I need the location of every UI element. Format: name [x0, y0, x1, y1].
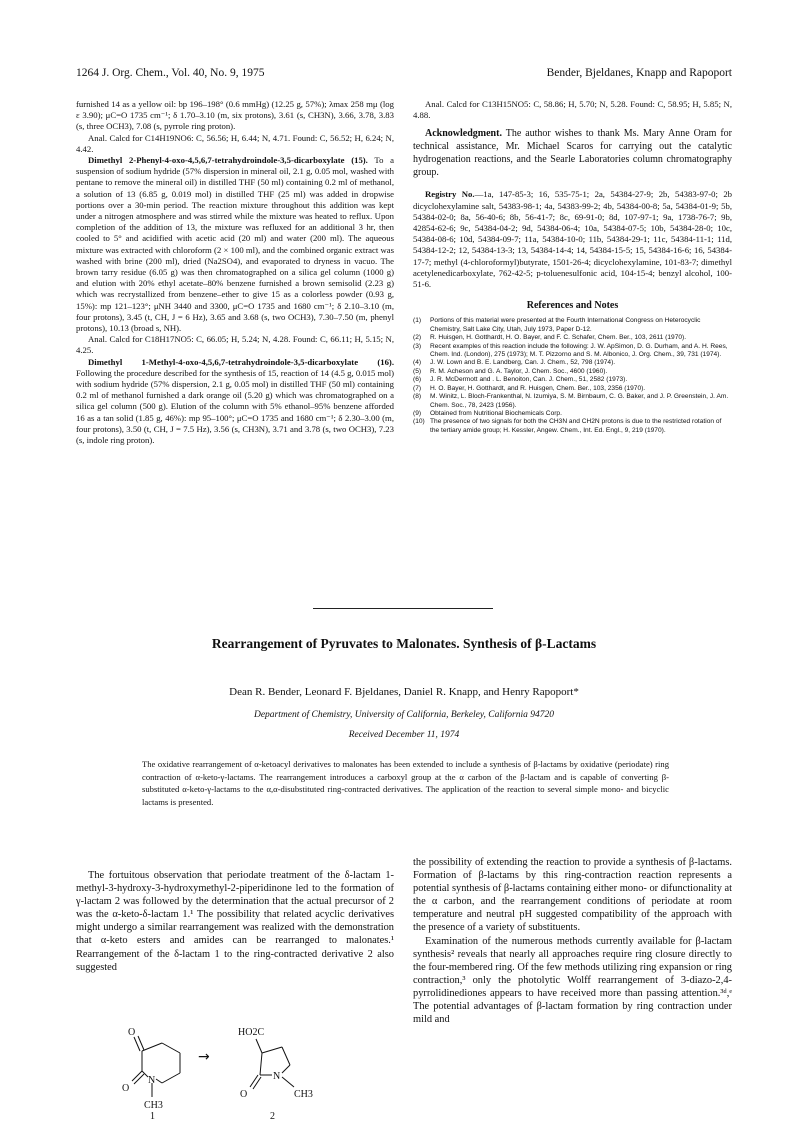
atom-label: N	[148, 1075, 156, 1086]
body-left-column	[76, 869, 394, 974]
reference-item	[413, 376, 732, 384]
procedure-text: To a suspension of sodium hydride (57% dispersion in mineral oil, 2.1 g, 0.05 mol, washed with pentane to remove the mineral oil) in distilled THF (50 ml) containing 0.2 ml of methanol, a solution of 13 (6.85 g, 0.019 mol) in distilled THF (25 ml) was added in dropwise portions over a 30-min period. The reaction mixture throughout this addition was kept under a nitrogen atmosphere and was stirred while the mixture was heated to reflux. Upon completion of the addition of 13, the mixture was refluxed for an additional 3 hr, then cooled to 5° and acidified with acetic acid (20 ml) and water (200 ml). The aqueous mixture was extracted with chloroform (2 × 100 ml), and the combined organic extract was washed with brine (200 ml), dried (Na2SO4), and evaporated to dryness in vacuo. The brown tarry residue (6.05 g) was then chromatographed on a silica gel column (1000 g) and elution with 20% ethyl acetate–80% benzene furnished a brown semisolid (2.23 g) which was recrystallized from benzene–ether to give 15 as a colorless powder (0.93 g, 15%): mp 121–123°; μNH 3440 and 3300, μC=O 1735 and 1680 cm⁻¹; δ 2.10–3.10 (m, four protons), 3.45 (t, CH, J = 6 Hz), 3.65 and 3.68 (s, two OCH3), 7.30–7.50 (m, phenyl protons), 10.13 (broad s, NH).	[76, 155, 394, 334]
acknowledgment-text: The author wishes to thank Ms. Mary Anne Oram for technical assistance, Mr. Michael Scaros for carrying out the catalytic hydrogenation reactions, and the Searle Laboratories column chromatography group.	[413, 128, 732, 179]
acknowledgment-label: Acknowledgment.	[425, 128, 502, 140]
compound-heading: Dimethyl 2-Phenyl-4-oxo-4,5,6,7-tetrahydroindole-3,5-dicarboxylate (15).	[88, 155, 368, 166]
atom-label: CH3	[294, 1089, 313, 1100]
registry-label: Registry No.	[425, 189, 475, 200]
reference-text: H. O. Bayer, H. Gotthardt, and R. Huisgen, Chem. Ber., 103, 2356 (1970).	[430, 384, 646, 392]
procedure-text: Following the procedure described for the synthesis of 15, reaction of 14 (4.5 g, 0.015 mol) with sodium hydride (57% dispersion, 2.1 g, 0.05 mol) in distilled THF (50 ml) containing 0.2 ml of methanol furnished a dark orange oil (5.20 g) which was chromatographed on a silica gel column (500 g). Elution of the column with 5% ethanol–95% benzene afforded 16 as a tan solid (1.85 g, 46%): mp 95–100°; μC=O 1735 and 1680 cm⁻¹; δ 2.30–3.00 (m, four protons), 3.50 (t, CH, J = 7.5 Hz), 3.56 (s, CH3N), 3.71 and 3.78 (s, two OCH3), 7.23 (s, indole ring proton).	[76, 367, 394, 446]
reference-number: (10)	[413, 418, 425, 426]
reference-text: Obtained from Nutritional Biochemicals Corp.	[430, 409, 562, 417]
reference-item	[413, 418, 732, 435]
reference-text: R. Huisgen, H. Gotthardt, H. O. Bayer, and F. C. Schafer, Chem. Ber., 103, 2611 (1970).	[430, 334, 687, 342]
analysis-paragraph: Anal. Calcd for C14H19NO6: C, 56.56; H, 6.44; N, 4.71. Found: C, 56.52; H, 6.24; N, 4.42.	[76, 132, 394, 154]
compound-15-procedure	[76, 155, 394, 334]
acknowledgment	[413, 127, 732, 179]
atom-label: HO2C	[238, 1027, 265, 1038]
section-divider	[313, 608, 493, 609]
running-authors: Bender, Bjeldanes, Knapp and Rapoport	[546, 67, 732, 79]
compound-heading: Dimethyl 1-Methyl-4-oxo-4,5,6,7-tetrahydroindole-3,5-dicarboxylate (16).	[88, 356, 394, 367]
abstract: The oxidative rearrangement of α-ketoacyl derivatives to malonates has been extended to include a synthesis of β-lactams by oxidative (periodate) ring contraction of α-keto-γ-lactams. The rearrangement introduces a carboxyl group at the α carbon of the β-lactam and is capable of converting β-substituted α-keto-γ-lactams to the α,α-disubstituted ring-contracted derivatives. The application of the reaction to several simple mono- and bicyclic lactams is presented.	[142, 759, 669, 807]
analysis-paragraph: Anal. Calcd for C18H17NO5: C, 66.05; H, 5.24; N, 4.28. Found: C, 66.11; H, 5.15; N, 4.25.	[76, 334, 394, 356]
compound-2-structure	[250, 1039, 294, 1089]
body-right-column	[413, 856, 732, 1026]
reference-number: (8)	[413, 393, 422, 401]
atom-label: CH3	[144, 1100, 163, 1111]
reference-text: R. M. Acheson and G. A. Taylor, J. Chem. Soc., 4600 (1960).	[430, 367, 608, 375]
compound-16-procedure	[76, 357, 394, 447]
reaction-scheme	[106, 1021, 366, 1121]
reference-item	[413, 343, 732, 360]
reference-text: Portions of this material were presented at the Fourth International Congress on Heterocyclic Chemistry, Salt Lake City, Utah, July 1973, Paper D-12.	[430, 317, 701, 333]
atom-label: O	[128, 1027, 136, 1038]
analysis-paragraph: Anal. Calcd for C13H15NO5: C, 58.86; H, 5.70; N, 5.28. Found: C, 58.95; H, 5.85; N, 4.88.	[413, 99, 732, 121]
article-authors: Dean R. Bender, Leonard F. Bjeldanes, Daniel R. Knapp, and Henry Rapoport*	[229, 686, 579, 698]
experimental-right-column	[413, 99, 732, 435]
reference-text: J. W. Lown and B. E. Landberg, Can. J. Chem., 52, 798 (1974).	[430, 359, 616, 367]
atom-label: N	[273, 1071, 281, 1082]
received-date: Received December 11, 1974	[348, 730, 460, 740]
reference-number: (1)	[413, 317, 422, 325]
references-list	[413, 317, 732, 435]
compound-label-2: 2	[270, 1111, 275, 1121]
reference-number: (3)	[413, 342, 422, 350]
body-paragraph: The fortuitous observation that periodate treatment of the δ-lactam 1-methyl-3-hydroxy-3-hydroxymethyl-2-piperidinone led to the formation of γ-lactam 2 was followed by the determination that the actual precursor of 2 was the α-keto-δ-lactam 1.¹ The possibility that related acyclic derivatives might undergo a similar rearrangement was realized with the demonstration that α-keto esters and amides can be rearranged to malonates.¹ Rearrangement of the δ-lactam 1 to the ring-contracted derivative 2 also suggested	[76, 870, 394, 973]
experimental-left-column	[76, 99, 394, 446]
reference-item	[413, 410, 732, 418]
reference-item	[413, 368, 732, 376]
reference-number: (7)	[413, 384, 422, 392]
article-title: Rearrangement of Pyruvates to Malonates. Synthesis of β-Lactams	[211, 636, 597, 651]
reference-item	[413, 393, 732, 410]
reference-text: The presence of two signals for both the CH3N and CH2N protons is due to the restricted rotation of the tertiary amide group; H. Kessler, Angew. Chem., Int. Ed. Engl., 9, 219 (1970).	[430, 418, 722, 434]
compound-label-1: 1	[150, 1111, 155, 1121]
atom-label: O	[122, 1083, 130, 1094]
paragraph: furnished 14 as a yellow oil: bp 196–198° (0.6 mmHg) (12.25 g, 57%); λmax 258 mμ (log ε 3.90); μC=O 1735 cm⁻¹; δ 1.70–3.10 (m, six protons), 3.61 (s, CH3N), 3.66, 3.78, 3.83 (s, three OCH3), 7.08 (s, pyrrole ring proton).	[76, 99, 394, 132]
article-affiliation: Department of Chemistry, University of California, Berkeley, California 94720	[253, 710, 554, 720]
reference-item	[413, 317, 732, 334]
reference-number: (9)	[413, 409, 422, 417]
running-header	[76, 67, 732, 83]
registry-text: —1a, 147-85-3; 16, 535-75-1; 2a, 54384-27-9; 2b, 54383-97-0; 2b dicyclohexylamine salt, 54383-98-1; 4a, 54383-99-2; 4b, 54384-00-8; 5a, 54384-01-9; 5b, 54384-02-0; 8a, 56-40-6; 8b, 56-41-7; 8c, 69-91-0; 8d, 107-97-1; 9a, 1738-76-7; 9b, 42854-62-6; 9c, 54384-04-2; 9d, 54384-06-4; 10a, 54384-07-5; 10b, 54384-28-0; 10c, 54384-08-6; 10d, 54384-09-7; 11a, 54384-10-0; 11b, 54384-29-1; 11c, 54384-11-1; 11d, 54384-12-2; 12, 54384-13-3; 13, 54384-14-4; 14, 54384-15-5; 15, 54384-16-6; 16, 54384-17-7; methyl (4-chloroformyl)butyrate, 1501-26-4; dicyclohexylamine, 101-83-7; dimethyl acetylenedicarboxylate, 762-42-5; p-toluenesulfonic acid, 104-15-4; benzyl alcohol, 100-51-6.	[413, 189, 733, 290]
reference-number: (4)	[413, 359, 422, 367]
reference-number: (5)	[413, 367, 422, 375]
body-paragraph: Examination of the numerous methods currently available for β-lactam synthesis² reveals that nearly all approaches require ring closure directly to the four-membered ring. Of the few methods utilizing ring expansion or ring contraction,³ only the photolytic Wolff rearrangement of 3-diazo-2,4-pyrrolidinediones appears to have received more than passing attention.³ᵈ,ᵉ The potential advantages of β-lactam formation by ring contraction under mild and	[413, 935, 732, 1026]
reference-item	[413, 334, 732, 342]
body-paragraph: the possibility of extending the reaction to provide a synthesis of β-lactams. Formation of β-lactams by this ring-contraction reaction represents a potential synthesis of β-lactams containing either mono- or difunctionality at the α carbon, and the rearrangement conditions of periodate at room temperature and neutral pH suggested compatibility of the approach with the presence of a variety of substituents.	[413, 857, 732, 934]
reference-item	[413, 359, 732, 367]
journal-citation: 1264 J. Org. Chem., Vol. 40, No. 9, 1975	[76, 67, 265, 79]
references-heading: References and Notes	[526, 300, 619, 312]
reference-text: Recent examples of this reaction include the following: J. W. ApSimon, D. G. Durham, and A. H. Rees, Chem. Ind. (London), 275 (1973); M. T. Pizzorno and S. M. Albonico, J. Org. Chem., 39, 731 (1974).	[430, 342, 728, 359]
reference-number: (2)	[413, 334, 422, 342]
reference-number: (6)	[413, 376, 422, 384]
reference-text: J. R. McDermott and . L. Benoiton, Can. J. Chem., 51, 2582 (1973).	[430, 376, 628, 384]
compound-1-structure	[132, 1036, 180, 1097]
atom-label: O	[240, 1089, 248, 1100]
reaction-arrow: →	[198, 1049, 210, 1065]
reference-text: M. Winitz, L. Bloch-Frankenthal, N. Izumiya, S. M. Birnbaum, C. G. Baker, and J. P. Greenstein, J. Am. Chem. Soc., 78, 2423 (1956).	[430, 393, 729, 409]
registry-numbers	[413, 189, 732, 290]
reference-item	[413, 385, 732, 393]
